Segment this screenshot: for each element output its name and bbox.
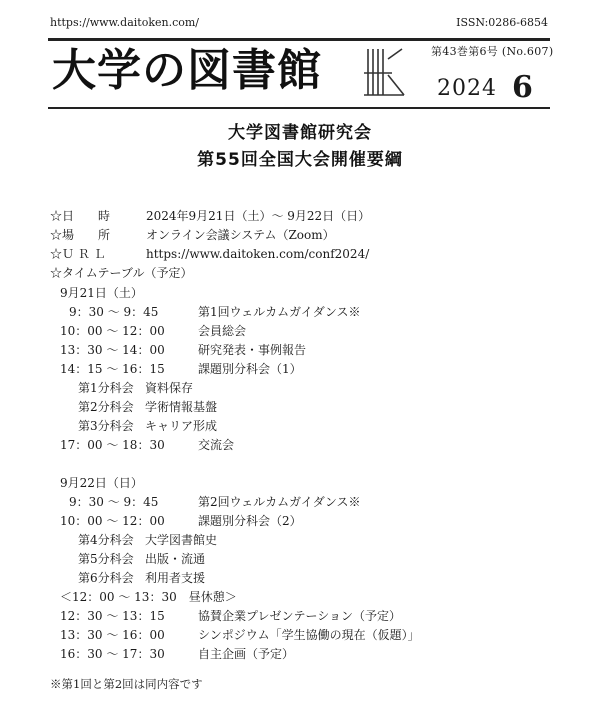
session-time: 9：30 ～ 9：45 — [69, 305, 159, 319]
issue-year: 2024 — [437, 76, 497, 101]
journal-title: 大学の図書館 — [52, 45, 322, 96]
session-time: 13：30 ～ 14：00 — [60, 343, 165, 357]
session-time: 16：30 ～ 17：30 — [60, 647, 165, 661]
session-event: 課題別分科会（2） — [198, 514, 302, 528]
session-time: 17：00 ～ 18：30 — [60, 438, 165, 452]
session-event: シンポジウム「学生協働の現在（仮題）」 — [198, 628, 420, 642]
subgroup-topic: 利用者支援 — [145, 571, 206, 585]
session-event: 研究発表・事例報告 — [198, 343, 307, 357]
volume-number: 第43巻第6号 (No.607) — [431, 45, 554, 58]
session-time: 9：30 ～ 9：45 — [69, 495, 159, 509]
subgroup-label: 第3分科会 — [78, 419, 134, 433]
session-time: 10：00 ～ 12：00 — [60, 324, 165, 338]
session-event: 第2回ウェルカムガイダンス※ — [198, 495, 361, 509]
subgroup-topic: 学術情報基盤 — [145, 400, 218, 414]
day-date: 9月21日（土） — [60, 286, 143, 300]
session-time: 10：00 ～ 12：00 — [60, 514, 165, 528]
session-event: 会員総会 — [198, 324, 247, 338]
session-event: 第1回ウェルカムガイダンス※ — [198, 305, 361, 319]
info-label: ☆場 所 — [50, 228, 111, 242]
article-title-line1: 大学図書館研究会 — [228, 123, 372, 143]
header-url: https://www.daitoken.com/ — [50, 16, 200, 29]
info-label: ☆タイムテーブル（予定） — [50, 266, 193, 280]
subgroup-topic: 資料保存 — [145, 381, 194, 395]
subgroup-topic: 出版・流通 — [145, 552, 206, 566]
session-event: 交流会 — [198, 438, 235, 452]
info-label: ☆Ｕ Ｒ Ｌ — [50, 247, 106, 261]
info-label: ☆日 時 — [50, 209, 111, 223]
subgroup-label: 第1分科会 — [78, 381, 134, 395]
subgroup-label: 第2分科会 — [78, 400, 134, 414]
session-time: 12：30 ～ 13：15 — [60, 609, 165, 623]
day-date: 9月22日（日） — [60, 476, 143, 490]
subgroup-label: 第6分科会 — [78, 571, 134, 585]
info-value: 2024年9月21日（土）～ 9月22日（日） — [146, 209, 371, 223]
lunch-break: ＜12：00 ～ 13：30 昼休憩＞ — [60, 590, 237, 604]
info-value: https://www.daitoken.com/conf2024/ — [146, 247, 370, 261]
article-title — [0, 120, 600, 174]
session-event: 自主企画（予定） — [198, 647, 295, 661]
header-rule-bottom — [48, 107, 550, 109]
subgroup-label: 第5分科会 — [78, 552, 134, 566]
footnote: ※第1回と第2回は同内容です — [50, 677, 203, 691]
header-issn: ISSN:0286-6854 — [456, 16, 548, 29]
subgroup-label: 第4分科会 — [78, 533, 134, 547]
article-title-line2: 第55回全国大会開催要綱 — [197, 150, 403, 170]
session-event: 協賛企業プレゼンテーション（予定） — [198, 609, 402, 623]
subgroup-topic: キャリア形成 — [145, 419, 218, 433]
session-event: 課題別分科会（1） — [198, 362, 302, 376]
session-time: 13：30 ～ 16：00 — [60, 628, 165, 642]
info-value: オンライン会議システム（Zoom） — [146, 228, 335, 242]
journal-logo-icon — [362, 45, 406, 99]
subgroup-topic: 大学図書館史 — [145, 533, 218, 547]
session-time: 14：15 ～ 16：15 — [60, 362, 165, 376]
issue-month: 6 — [512, 70, 533, 105]
